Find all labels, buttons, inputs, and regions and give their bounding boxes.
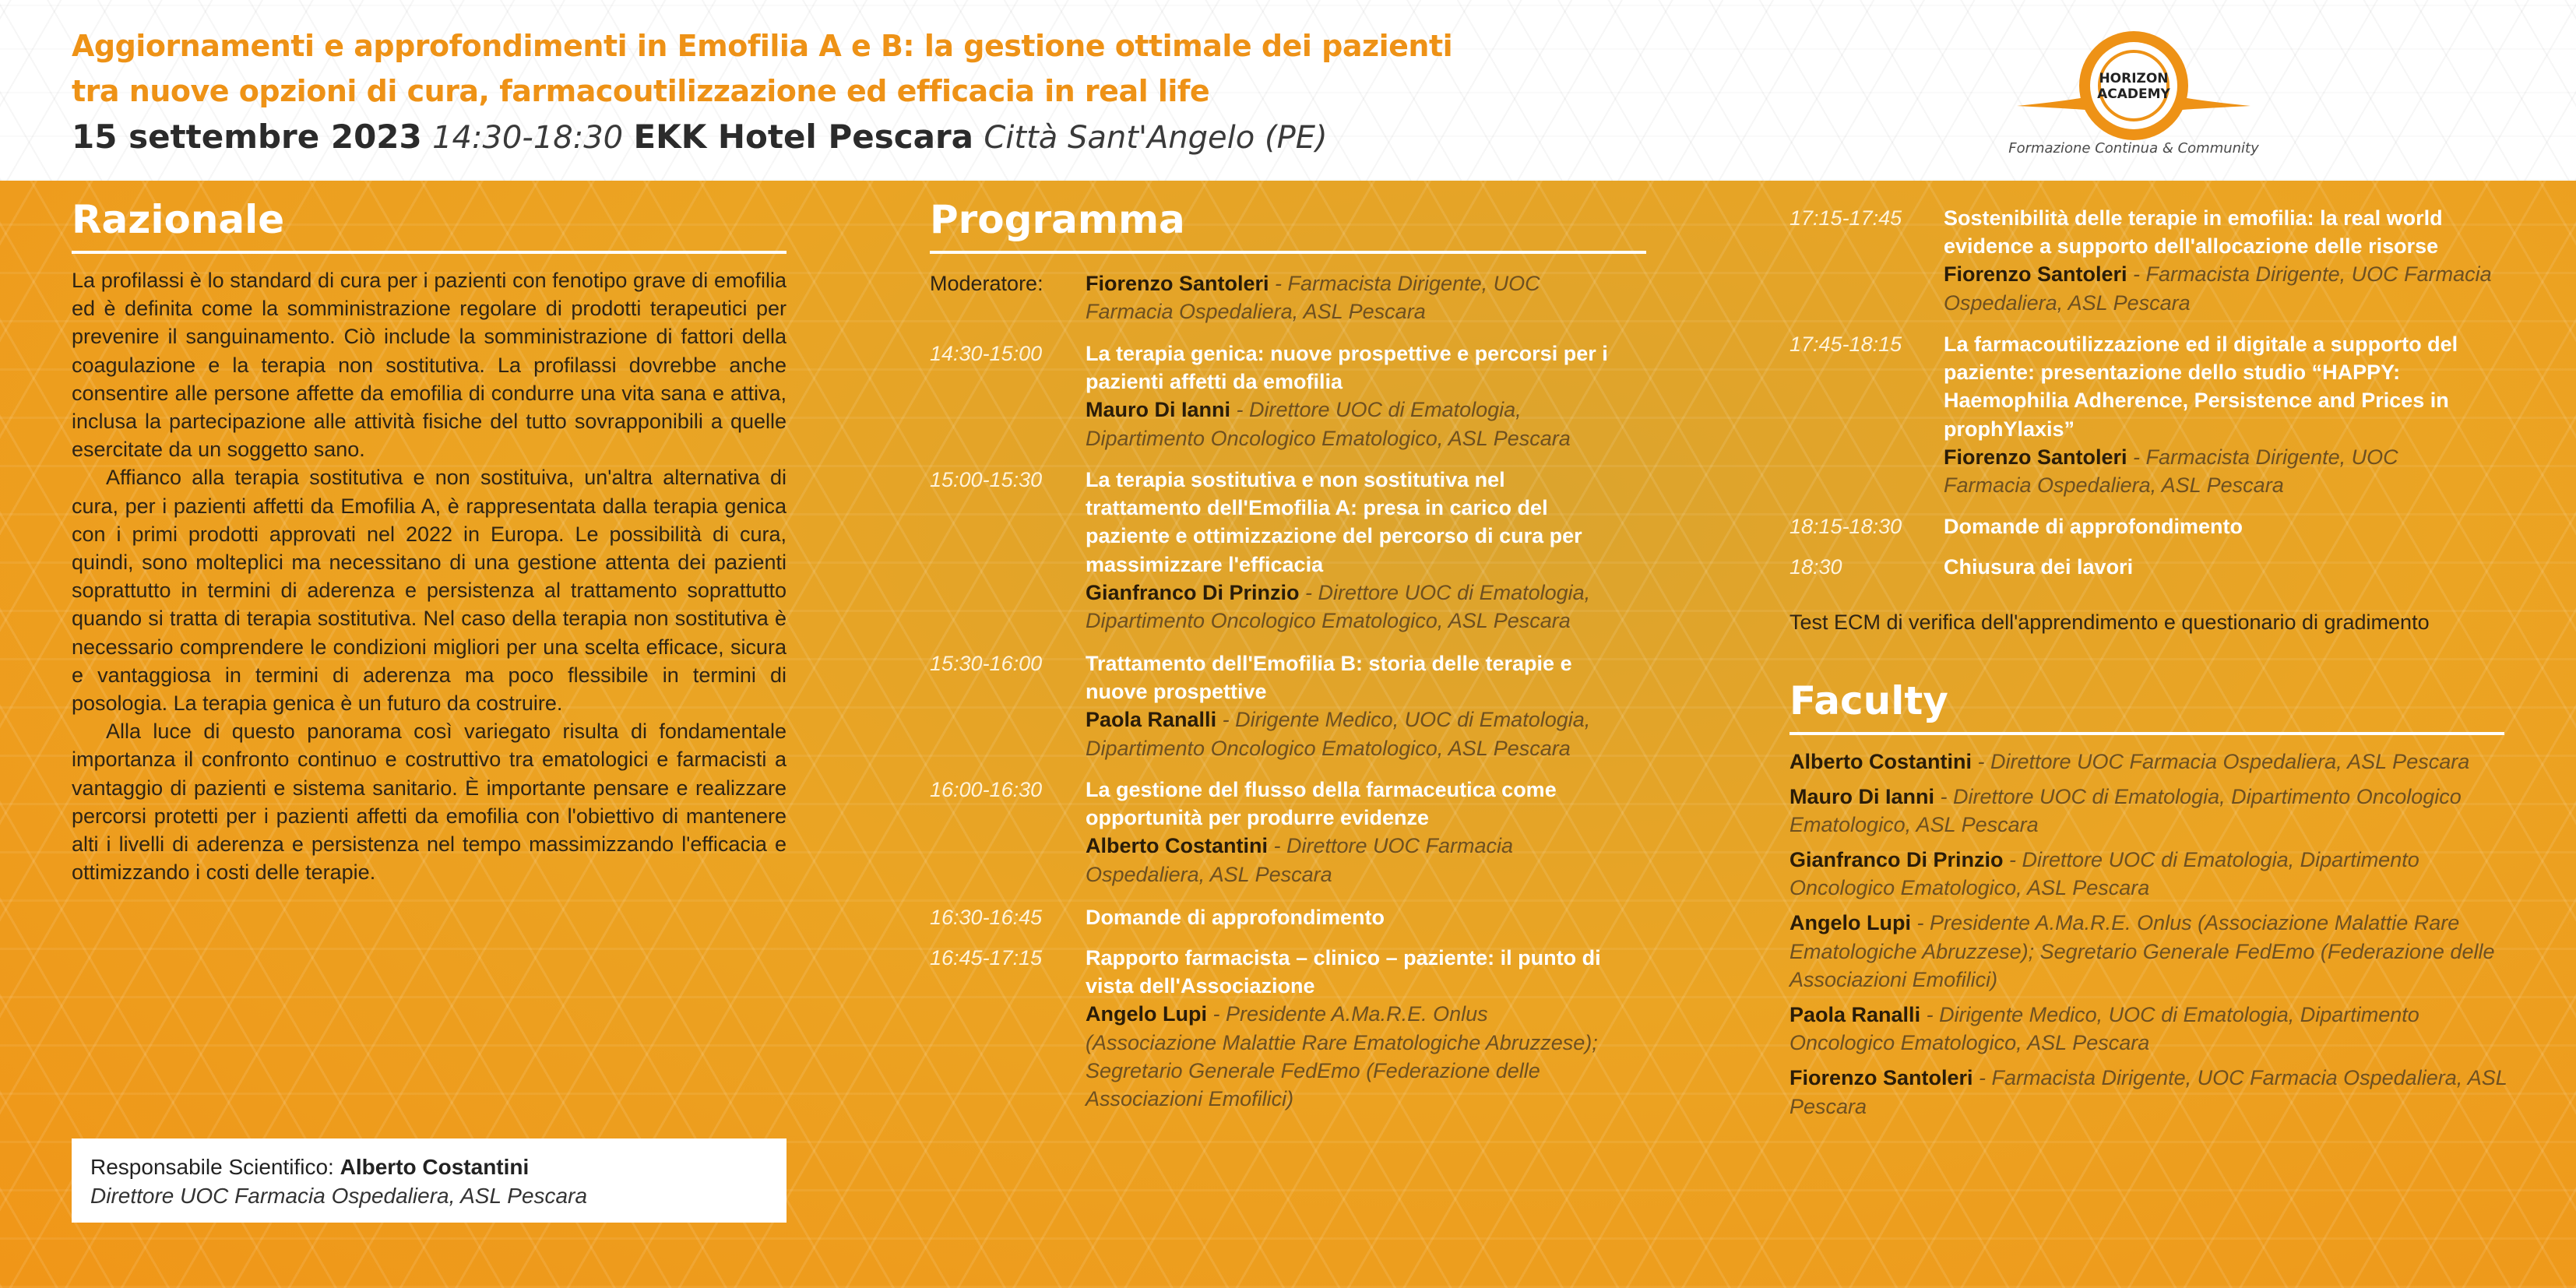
session-time: 16:45-17:15 (930, 946, 1043, 970)
session-body (1944, 204, 2520, 317)
razionale-text (72, 266, 787, 886)
session-title: La gestione del flusso della farmaceutica come opportunità per produrre evidenze (1086, 778, 1557, 830)
session-speaker: Mauro Di Ianni (1086, 398, 1231, 422)
faculty-member (1789, 909, 2514, 994)
session-title: La terapia sostitutiva e non sostitutiva nel trattamento dell'Emofilia A: presa in carico del paziente e ottimizzazione del percorso di cura per massimizzare l'efficacia (1086, 468, 1582, 576)
faculty-role: - Direttore UOC di Ematologia, Dipartimento Oncologico Ematologico, ASL Pescara (1789, 784, 2462, 837)
session-speaker: Angelo Lupi (1086, 1002, 1207, 1026)
session-time: 15:30-16:00 (930, 652, 1043, 675)
razionale-paragraph-2: Affianco alla terapia sostitutiva e non sostituiva, un'altra alternativa di cura, per i pazienti affetti da Emofilia A, è rappresentata dalla terapia genica con i primi prodotti approvati nel 2022 in Europa. Le possibilità di cura, quindi, sono molteplici ma necessitano di una gestione attenta dei pazienti soprattutto in termini di aderenza e persistenza al trattamento soprattutto quando si tratta di terapia sostitutiva. Nel caso della terapia non sostitutiva è necessario comprendere le condizioni migliori per una scelta efficace, sicura e vantaggiosa in termini di aderenza ma poco flessibile in termini di posologia. La terapia genica è un futuro da costruire. (72, 466, 787, 716)
session-body (1086, 466, 1623, 635)
session-speaker-role: - Farmacista Dirigente, UOC Farmacia Ospedaliera, ASL Pescara (1944, 445, 2398, 498)
faculty-name: Gianfranco Di Prinzio (1789, 847, 2004, 871)
faculty-name: Paola Ranalli (1789, 1002, 1921, 1026)
session-time: 15:00-15:30 (930, 468, 1043, 491)
logo-caption: Formazione Continua & Community (2008, 140, 2259, 157)
session-body (1944, 330, 2489, 499)
responsabile-name: Alberto Costantini (340, 1155, 530, 1179)
session-title: Domande di approfondimento (1086, 906, 1385, 929)
session-title: La farmacoutilizzazione ed il digitale a supporto del paziente: presentazione dello studio “HAPPY: Haemophilia Adherence, Persistence and Prices in prophYlaxis” (1944, 333, 2458, 441)
faculty-member (1789, 846, 2514, 903)
session-speaker: Fiorenzo Santoleri (1944, 445, 2127, 469)
faculty-member (1789, 1001, 2514, 1057)
session-time: 16:30-16:45 (930, 906, 1043, 929)
razionale-paragraph-3: Alla luce di questo panorama così variegato risulta di fondamentale importanza il confronto continuo e costruttivo tra ematologici e farmacisti a vantaggio di pazienti e sistema sanitario. È importante pensare e realizzare percorsi protetti per i pazienti affetti da emofilia con l'obiettivo di mantenere alti i livelli di aderenza e persistenza nel tempo massimizzando l'efficacia e ottimizzando i costi delle terapie. (72, 720, 787, 885)
event-time: 14:30-18:30 (432, 120, 624, 156)
session-time: 17:45-18:15 (1789, 333, 1902, 356)
session-title: La terapia genica: nuove prospettive e percorsi per i pazienti affetti da emofilia (1086, 342, 1608, 394)
faculty-role: - Farmacista Dirigente, UOC Farmacia Ospedaliera, ASL Pescara (1789, 1065, 2507, 1118)
session-speaker: Fiorenzo Santoleri (1944, 262, 2127, 287)
faculty-member (1789, 783, 2514, 839)
session-time: 17:15-17:45 (1789, 206, 1902, 230)
session-title: Domande di approfondimento (1944, 515, 2243, 538)
title-line-1: Aggiornamenti e approfondimenti in Emofilia A e B: la gestione ottimale dei pazienti (72, 29, 1453, 63)
faculty-name: Alberto Costantini (1789, 750, 1972, 773)
faculty-name: Mauro Di Ianni (1789, 784, 1935, 808)
programma-heading: Programma (930, 196, 1646, 254)
session-body (1944, 553, 2489, 581)
session-speaker-role: - Farmacista Dirigente, UOC Farmacia Ospedaliera, ASL Pescara (1944, 262, 2492, 315)
session-body (1086, 340, 1623, 452)
session-speaker-role: - Direttore UOC di Ematologia, Dipartimento Oncologico Ematologico, ASL Pescara (1086, 580, 1591, 633)
faculty-name: Angelo Lupi (1789, 910, 1911, 934)
session-speaker: Gianfranco Di Prinzio (1086, 580, 1300, 604)
moderator-label: Moderatore: (930, 272, 1043, 295)
session-title: Sostenibilità delle terapie in emofilia: la real world evidence a supporto dell'allocazione delle risorse (1944, 206, 2443, 259)
responsabile-role: Direttore UOC Farmacia Ospedaliera, ASL Pescara (90, 1184, 588, 1208)
moderator-role: - Farmacista Dirigente, UOC Farmacia Ospedaliera, ASL Pescara (1086, 272, 1540, 324)
event-venue: EKK Hotel Pescara (633, 118, 974, 156)
faculty-role: - Dirigente Medico, UOC di Ematologia, Dipartimento Oncologico Ematologico, ASL Pescara (1789, 1002, 2419, 1055)
header (0, 0, 2576, 181)
event-city: Città Sant'Angelo (PE) (984, 120, 1328, 156)
moderator-name: Fiorenzo Santoleri (1086, 272, 1269, 295)
test-ecm-note: Test ECM di verifica dell'apprendimento e questionario di gradimento (1789, 611, 2430, 634)
session-speaker: Alberto Costantini (1086, 834, 1268, 858)
razionale-paragraph-1: La profilassi è lo standard di cura per i pazienti con fenotipo grave di emofilia ed è definita come la somministrazione regolare di prodotti terapeutici per prevenire il sanguinamento. Ciò include la somministrazione di fattori della coagulazione e la terapia non sostitutiva. La profilassi dovrebbe anche consentire alle persone affette da emofilia di condurre una vita sana e attiva, inclusa la partecipazione alle attività fisiche del tutto sovrapponibili a quelle esercitate da un soggetto sano. (72, 269, 787, 462)
logo-line-2: ACADEMY (2097, 86, 2170, 102)
session-speaker: Paola Ranalli (1086, 708, 1217, 732)
session-title: Rapporto farmacista – clinico – paziente: il punto di vista dell'Associazione (1086, 946, 1601, 998)
session-speaker-role: - Direttore UOC Farmacia Ospedaliera, ASL Pescara (1086, 834, 1514, 886)
faculty-member (1789, 748, 2514, 776)
faculty-role: - Direttore UOC Farmacia Ospedaliera, ASL Pescara (1972, 750, 2470, 773)
session-time: 18:30 (1789, 555, 1842, 579)
faculty-list (1789, 748, 2514, 1127)
session-title: Chiusura dei lavori (1944, 555, 2134, 579)
session-time: 14:30-15:00 (930, 342, 1043, 365)
session-body (1086, 903, 1623, 931)
event-date: 15 settembre 2023 (72, 118, 422, 156)
session-speaker-role: - Dirigente Medico, UOC di Ematologia, Dipartimento Oncologico Ematologico, ASL Pescara (1086, 708, 1591, 760)
event-title (72, 23, 1473, 114)
session-speaker-role: - Presidente A.Ma.R.E. Onlus (Associazione Malattie Rare Ematologiche Abruzzese); Segretario Generale FedEmo (Federazione delle Associazioni Emofilici) (1086, 1002, 1598, 1111)
responsabile-box (72, 1138, 787, 1223)
responsabile-label: Responsabile Scientifico: (90, 1155, 340, 1179)
event-dateline (72, 114, 1328, 161)
session-body (1086, 944, 1623, 1113)
title-line-2: tra nuove opzioni di cura, farmacoutilizzazione ed efficacia in real life (72, 74, 1210, 108)
session-speaker-role: - Direttore UOC di Ematologia, Dipartimento Oncologico Ematologico, ASL Pescara (1086, 398, 1571, 450)
faculty-member (1789, 1064, 2514, 1121)
faculty-heading: Faculty (1789, 677, 2504, 735)
session-title: Trattamento dell'Emofilia B: storia delle terapie e nuove prospettive (1086, 652, 1572, 704)
moderator-body (1086, 269, 1623, 326)
session-body (1086, 776, 1623, 889)
razionale-heading: Razionale (72, 196, 787, 254)
session-time: 16:00-16:30 (930, 778, 1043, 801)
faculty-name: Fiorenzo Santoleri (1789, 1065, 1973, 1089)
faculty-role: - Presidente A.Ma.R.E. Onlus (Associazione Malattie Rare Ematologiche Abruzzese); Segretario Generale FedEmo (Federazione delle Associazioni Emofilici) (1789, 910, 2495, 992)
session-time: 18:15-18:30 (1789, 515, 1902, 538)
session-body (1086, 649, 1623, 762)
logo-line-1: HORIZON (2099, 71, 2169, 86)
faculty-role: - Direttore UOC di Ematologia, Dipartimento Oncologico Ematologico, ASL Pescara (1789, 847, 2419, 900)
session-body (1944, 512, 2489, 540)
